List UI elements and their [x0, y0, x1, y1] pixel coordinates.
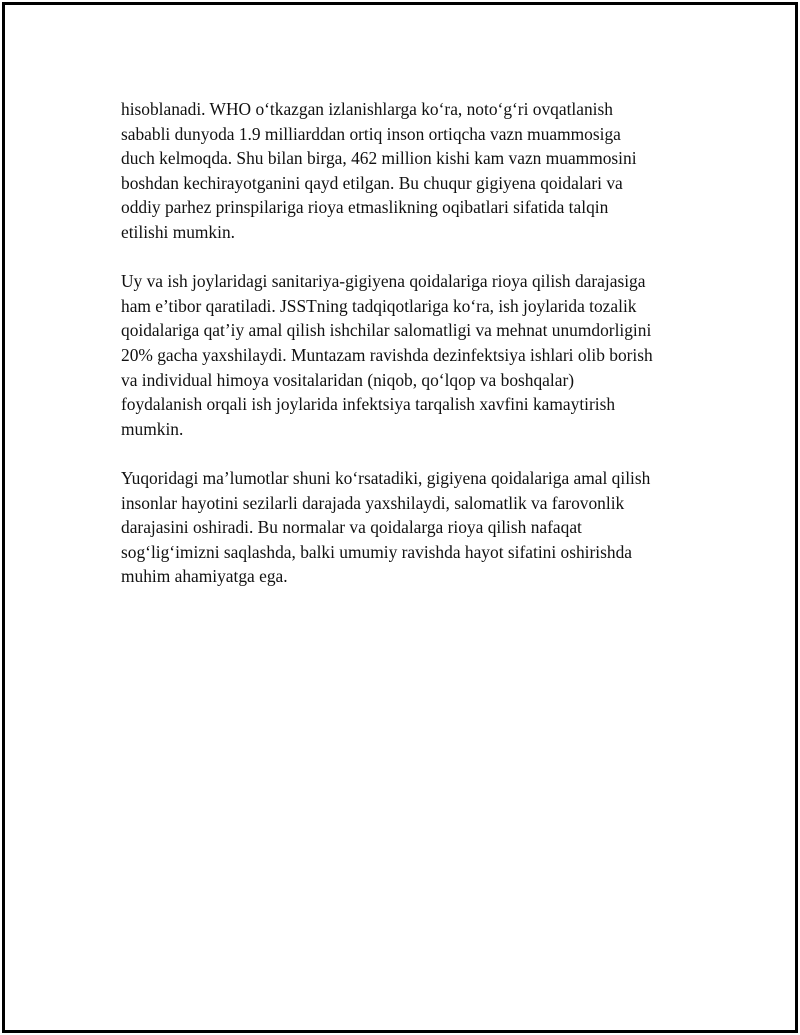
text-line: ham e’tibor qaratiladi. JSSTning tadqiqotlariga ko‘ra, ish joylarida tozalik [121, 295, 637, 316]
text-line: boshdan kechirayotganini qayd etilgan. Bu chuqur gigiyena qoidalari va [121, 172, 623, 193]
text-line: qoidalariga qat’iy amal qilish ishchilar salomatligi va mehnat unumdorligini [121, 320, 652, 341]
text-line: foydalanish orqali ish joylarida infektsiya tarqalish xavfini kamaytirish [121, 394, 616, 415]
text-line: va individual himoya vositalaridan (niqob, qo‘lqop va boshqalar) [121, 369, 575, 390]
text-line: etilishi mumkin. [121, 221, 236, 242]
text-line: hisoblanadi. WHO o‘tkazgan izlanishlarga ko‘ra, noto‘g‘ri ovqatlanish [121, 99, 613, 119]
text-line: duch kelmoqda. Shu bilan birga, 462 million kishi kam vazn muammosini [121, 148, 637, 169]
page-frame [2, 2, 798, 1033]
text-line: sababli dunyoda 1.9 milliarddan ortiq inson ortiqcha vazn muammosiga [121, 123, 621, 144]
paragraph-workplace-hygiene [121, 269, 711, 441]
text-line: darajasini oshiradi. Bu normalar va qoidalarga rioya qilish nafaqat [121, 517, 582, 538]
text-line: oddiy parhez prinspilariga rioya etmaslikning oqibatlari sifatida talqin [121, 197, 609, 218]
text-line: muhim ahamiyatga ega. [121, 566, 288, 587]
document-body [121, 97, 711, 589]
text-line: insonlar hayotini sezilarli darajada yaxshilaydi, salomatlik va farovonlik [121, 492, 625, 513]
text-line: 20% gacha yaxshilaydi. Muntazam ravishda dezinfektsiya ishlari olib borish [121, 344, 653, 365]
paragraph-diet-statistics [121, 97, 711, 245]
text-line: Yuqoridagi ma’lumotlar shuni ko‘rsatadiki, gigiyena qoidalariga amal qilish [121, 467, 651, 488]
paragraph-conclusion [121, 466, 711, 589]
text-line: Uy va ish joylaridagi sanitariya-gigiyena qoidalariga rioya qilish darajasiga [121, 271, 646, 292]
text-line: sog‘lig‘imizni saqlashda, balki umumiy ravishda hayot sifatini oshirishda [121, 541, 633, 562]
text-line: mumkin. [121, 418, 184, 439]
